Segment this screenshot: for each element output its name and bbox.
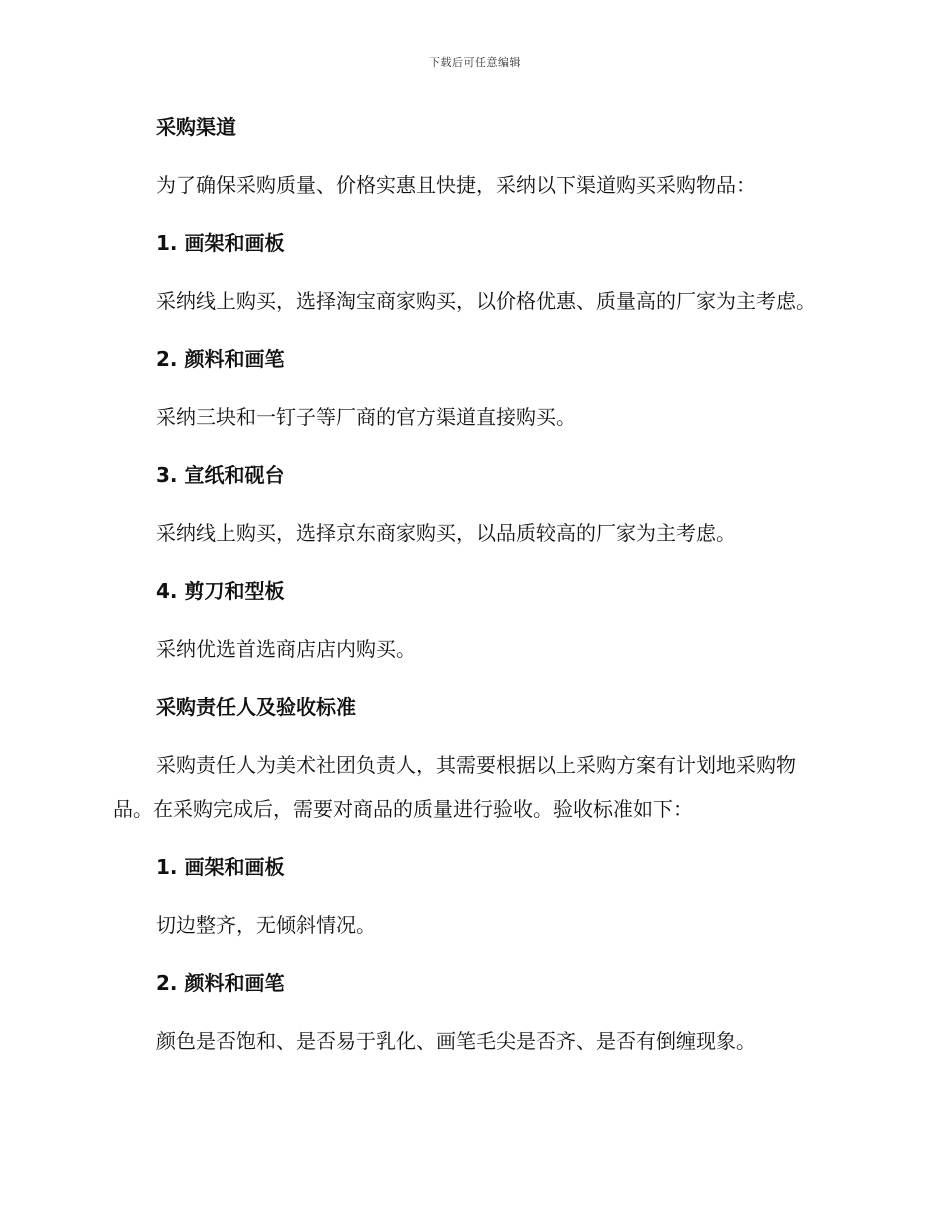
subheading-easel-board: 1. 画架和画板 bbox=[156, 231, 285, 255]
paragraph-paper-inkstone-channel: 采纳线上购买，选择京东商家购买，以品质较高的厂家为主考虑。 bbox=[156, 521, 736, 545]
subheading-scissors-template: 4. 剪刀和型板 bbox=[156, 579, 285, 603]
paragraph-easel-board-channel: 采纳线上购买，选择淘宝商家购买，以价格优惠、质量高的厂家为主考虑。 bbox=[156, 289, 816, 313]
paragraph-easel-board-standard: 切边整齐，无倾斜情况。 bbox=[156, 913, 376, 937]
paragraph-paint-brush-standard: 颜色是否饱和、是否易于乳化、画笔毛尖是否齐、是否有倒缠现象。 bbox=[156, 1029, 756, 1053]
paragraph-scissors-template-channel: 采纳优选首选商店店内购买。 bbox=[156, 637, 416, 661]
paragraph-responsibility-intro: 采购责任人为美术社团负责人，其需要根据以上采购方案有计划地采购物品。在采购完成后，需要对商品的质量进行验收。验收标准如下： bbox=[113, 753, 796, 821]
subheading-paper-inkstone: 3. 宣纸和砚台 bbox=[156, 463, 285, 487]
page-header: 下载后可任意编辑 bbox=[429, 56, 521, 69]
section-heading-responsibility-acceptance: 采购责任人及验收标准 bbox=[156, 695, 356, 719]
subheading-paint-brush-acceptance: 2. 颜料和画笔 bbox=[156, 971, 285, 995]
subheading-easel-board-acceptance: 1. 画架和画板 bbox=[156, 855, 285, 879]
section-heading-procurement-channels: 采购渠道 bbox=[156, 115, 236, 139]
paragraph-channels-intro: 为了确保采购质量、价格实惠且快捷，采纳以下渠道购买采购物品： bbox=[156, 173, 756, 197]
document-body bbox=[113, 112, 835, 1084]
paragraph-paint-brush-channel: 采纳三块和一钉子等厂商的官方渠道直接购买。 bbox=[156, 405, 576, 429]
subheading-paint-brush: 2. 颜料和画笔 bbox=[156, 347, 285, 371]
